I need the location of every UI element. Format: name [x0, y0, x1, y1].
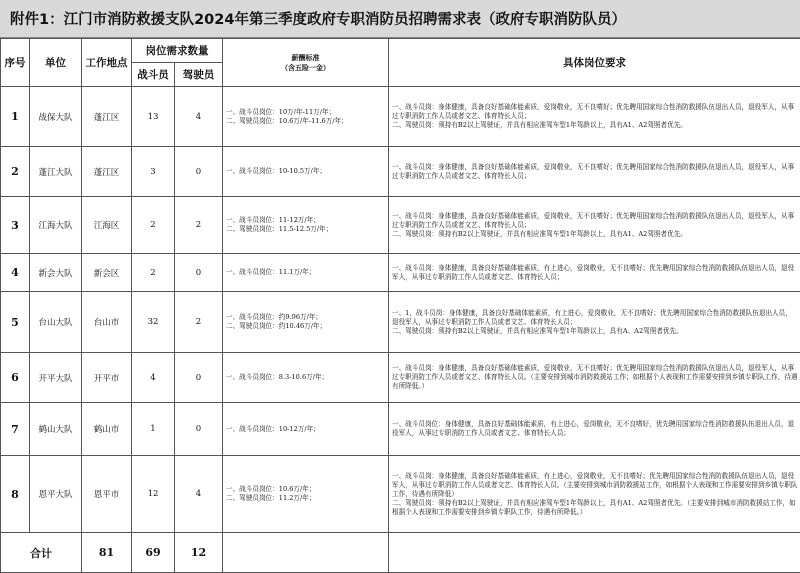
row-salary [223, 292, 389, 353]
requirement-line: 二、驾驶员岗：须持有B2以上驾驶证，并具有相应准驾车型1年驾龄以上，具有A1、A2驾照者优先。 [392, 230, 798, 239]
row-unit: 台山大队 [30, 292, 82, 353]
total-empty-requirements [389, 533, 800, 573]
header-requirements: 具体岗位要求 [389, 39, 800, 87]
row-salary [223, 254, 389, 292]
row-location: 开平市 [82, 353, 132, 403]
table-row [1, 456, 800, 533]
salary-line: 二、驾驶员岗位：10.6万/年-11.6万/年； [226, 117, 388, 126]
row-unit: 鹤山大队 [30, 403, 82, 456]
row-location: 台山市 [82, 292, 132, 353]
row-unit: 战保大队 [30, 87, 82, 147]
row-driver-count: 4 [175, 456, 223, 533]
title-bar [0, 0, 800, 38]
header-salary-note: （含五险一金） [223, 63, 388, 73]
salary-line: 二、驾驶员岗位：11.2万/年； [226, 494, 388, 503]
salary-line: 一、战斗员岗位：10-10.5万/年； [226, 167, 388, 176]
total-fighter: 69 [132, 533, 175, 573]
row-salary [223, 197, 389, 254]
table-row [1, 87, 800, 147]
header-seq: 序号 [1, 39, 30, 87]
row-driver-count: 0 [175, 147, 223, 197]
header-salary [223, 39, 389, 87]
row-fighter-count: 1 [132, 403, 175, 456]
row-location: 新会区 [82, 254, 132, 292]
row-requirements [389, 254, 800, 292]
row-salary [223, 353, 389, 403]
row-number: 7 [1, 403, 30, 456]
header-salary-label: 薪酬标准 [223, 53, 388, 63]
row-number: 4 [1, 254, 30, 292]
row-requirements [389, 147, 800, 197]
requirement-line: 一、战斗员岗：身体健康，具备良好基础体能素质，有上进心，爱岗敬业，无不良嗜好；优先聘用国家综合性消防救援队伍退出人员，退役军人，从事过专职消防工作人员或者文艺、体育特长人员； [392, 264, 798, 282]
recruitment-table [0, 38, 800, 573]
table-row [1, 147, 800, 197]
row-requirements [389, 353, 800, 403]
table-row [1, 292, 800, 353]
row-number: 2 [1, 147, 30, 197]
row-unit: 蓬江大队 [30, 147, 82, 197]
row-requirements [389, 197, 800, 254]
row-number: 6 [1, 353, 30, 403]
requirement-line: 二、驾驶员岗：须持有B2以上驾驶证，并具有相应准驾车型1年驾龄以上，具有A、A2驾照者优先。 [392, 327, 798, 336]
table-row [1, 353, 800, 403]
row-salary [223, 403, 389, 456]
row-fighter-count: 3 [132, 147, 175, 197]
row-unit: 开平大队 [30, 353, 82, 403]
header-location: 工作地点 [82, 39, 132, 87]
page-title: 附件1：江门市消防救援支队2024年第三季度政府专职消防员招聘需求表（政府专职消防队员） [10, 8, 626, 29]
salary-line: 一、战斗员岗位：10万/年-11万/年； [226, 108, 388, 117]
salary-line: 一、战斗员岗位：10.6万/年； [226, 485, 388, 494]
row-requirements [389, 292, 800, 353]
row-requirements [389, 87, 800, 147]
row-number: 8 [1, 456, 30, 533]
salary-line: 一、战斗员岗位：11-12万/年； [226, 216, 388, 225]
table-row [1, 254, 800, 292]
row-fighter-count: 2 [132, 254, 175, 292]
salary-line: 二、驾驶员岗位：约10.46万/年； [226, 322, 388, 331]
row-fighter-count: 32 [132, 292, 175, 353]
requirement-line: 一、战斗员岗：身体健康，具备良好基础体能素质，爱岗敬业，无不良嗜好；优先聘用国家综合性消防救援队伍退出人员，退役军人，从事过专职消防工作人员或者文艺、体育特长人员； [392, 103, 798, 121]
total-label: 合计 [1, 533, 82, 573]
salary-line: 一、战斗员岗位：11.1万/年； [226, 268, 388, 277]
requirement-line: 一、1，战斗员岗：身体健康，具备良好基础体能素质，有上进心，爱岗敬业，无不良嗜好；优先聘用国家综合性消防救援队伍退出人员，退役军人，从事过专职消防工作人员或者文艺、体育特长人员； [392, 309, 798, 327]
row-location: 鹤山市 [82, 403, 132, 456]
row-unit: 江海大队 [30, 197, 82, 254]
row-unit: 恩平大队 [30, 456, 82, 533]
requirement-line: 一、战斗员岗：身体健康，具备良好基础体能素质，有上进心，爱岗敬业，无不良嗜好；优先聘用国家综合性消防救援队伍退出人员，退役军人，从事过专职消防工作人员或者文艺、体育特长人员。（主要安排到城市消防救援站工作，如根据个人表现和工作需要安排到乡镇专职队工作，待遇有所降低） [392, 472, 798, 499]
row-fighter-count: 13 [132, 87, 175, 147]
row-number: 5 [1, 292, 30, 353]
salary-line: 一、战斗员岗位：约9.96万/年； [226, 313, 388, 322]
header-fighter: 战斗员 [132, 63, 175, 87]
row-number: 3 [1, 197, 30, 254]
row-fighter-count: 12 [132, 456, 175, 533]
requirement-line: 一、战斗员岗位：身体健康，具备良好基础体能素质，有上进心，爱岗敬业，无不良嗜好，优先聘用国家综合性消防救援队伍退出人员，退役军人，从事过专职消防工作人员或者文艺、体育特长人员； [392, 420, 798, 438]
salary-line: 二、驾驶员岗位：11.5-12.5万/年； [226, 225, 388, 234]
row-requirements [389, 456, 800, 533]
row-driver-count: 2 [175, 197, 223, 254]
header-driver: 驾驶员 [175, 63, 223, 87]
row-location: 蓬江区 [82, 87, 132, 147]
total-sum: 81 [82, 533, 132, 573]
table-row [1, 197, 800, 254]
total-empty-salary [223, 533, 389, 573]
requirement-line: 一、战斗员岗：身体健康，具备良好基础体能素质，爱岗敬业，无不良嗜好；优先聘用国家综合性消防救援队伍退出人员，退役军人，从事过专职消防工作人员或者文艺、体育特长人员。（主要安排到城市消防救援站工作；如根据个人表现和工作需要安排到乡镇专职队工作，待遇有所降低。） [392, 364, 798, 391]
salary-line: 一、战斗员岗位：10-12万/年； [226, 425, 388, 434]
table-row [1, 403, 800, 456]
total-row [1, 533, 800, 573]
row-driver-count: 2 [175, 292, 223, 353]
row-driver-count: 0 [175, 353, 223, 403]
row-unit: 新会大队 [30, 254, 82, 292]
salary-line: 一、战斗员岗位：8.3-10.6万/年； [226, 373, 388, 382]
total-driver: 12 [175, 533, 223, 573]
row-location: 蓬江区 [82, 147, 132, 197]
row-salary [223, 147, 389, 197]
row-fighter-count: 4 [132, 353, 175, 403]
requirement-line: 二、驾驶员岗：须持有B2以上驾驶证，并具有相应准驾车型1年驾龄以上，具有A1、A2驾照者优先。（主要安排到城市消防救援站工作，如根据个人表现和工作需要安排到乡镇专职队工作，待遇有所降低。） [392, 499, 798, 517]
row-driver-count: 4 [175, 87, 223, 147]
row-location: 江海区 [82, 197, 132, 254]
row-salary [223, 456, 389, 533]
requirement-line: 二、驾驶员岗：须持有B2以上驾驶证，并具有相应准驾车型1年驾龄以上，具有A1、A2驾照者优先。 [392, 121, 798, 130]
header-demand: 岗位需求数量 [132, 39, 223, 63]
row-salary [223, 87, 389, 147]
header-unit: 单位 [30, 39, 82, 87]
requirement-line: 一、战斗员岗：身体健康，具备良好基础体能素质，爱岗敬业，无不良嗜好；优先聘用国家综合性消防救援队伍退出人员，退役军人，从事过专职消防工作人员或者文艺、体育特长人员； [392, 163, 798, 181]
row-driver-count: 0 [175, 403, 223, 456]
row-number: 1 [1, 87, 30, 147]
row-requirements [389, 403, 800, 456]
row-fighter-count: 2 [132, 197, 175, 254]
row-driver-count: 0 [175, 254, 223, 292]
requirement-line: 一、战斗员岗：身体健康，具备良好基础体能素质，爱岗敬业，无不良嗜好；优先聘用国家综合性消防救援队伍退出人员，退役军人，从事过专职消防工作人员或者文艺、体育特长人员； [392, 212, 798, 230]
row-location: 恩平市 [82, 456, 132, 533]
